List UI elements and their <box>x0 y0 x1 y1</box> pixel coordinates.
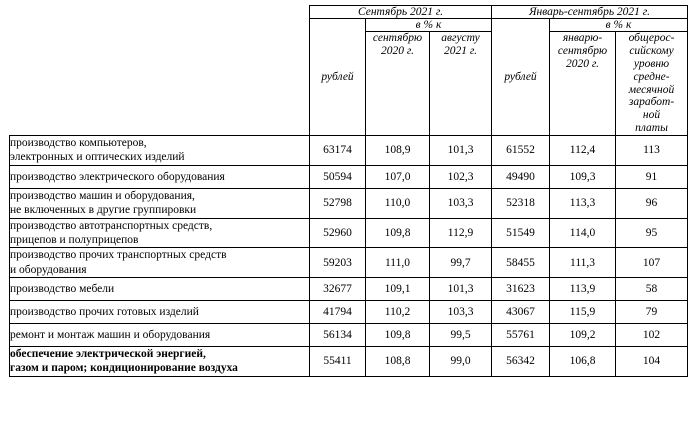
cell-rubles-september: 59203 <box>310 248 366 278</box>
cell-pct-to-national-average: 95 <box>616 218 688 248</box>
table-row <box>10 218 688 248</box>
cell-pct-to-september-2020: 109,8 <box>366 324 430 347</box>
cell-pct-to-september-2020: 111,0 <box>366 248 430 278</box>
row-label <box>10 136 310 166</box>
cell-rubles-jansep: 43067 <box>492 301 550 324</box>
row-label-line1: производство автотранспортных средств, <box>10 219 213 232</box>
cell-rubles-jansep: 61552 <box>492 136 550 166</box>
row-label-line1: производство мебели <box>10 282 115 295</box>
cell-pct-to-september-2020: 109,8 <box>366 218 430 248</box>
row-label-line1: ремонт и монтаж машин и оборудования <box>10 328 211 341</box>
cell-pct-to-august-2021: 103,3 <box>430 301 492 324</box>
row-label-line2: и оборудования <box>10 263 87 276</box>
cell-pct-to-september-2020: 107,0 <box>366 165 430 188</box>
cell-pct-to-august-2021: 101,3 <box>430 278 492 301</box>
header-col-to-august-2021-line2: 2021 г. <box>443 44 478 57</box>
cell-pct-to-jansep-2020: 109,2 <box>550 324 616 347</box>
header-col-to-jansep-2020-line1: январю- <box>562 32 603 44</box>
row-label-line1: производство электрического оборудования <box>10 170 225 183</box>
cell-pct-to-national-average: 58 <box>616 278 688 301</box>
cell-rubles-september: 32677 <box>310 278 366 301</box>
header-col-to-jansep-2020-line2: сентябрю <box>557 44 608 57</box>
cell-rubles-jansep: 56342 <box>492 347 550 377</box>
statistics-table <box>9 5 688 377</box>
cell-rubles-september: 50594 <box>310 165 366 188</box>
cell-rubles-jansep: 52318 <box>492 188 550 218</box>
cell-rubles-jansep: 31623 <box>492 278 550 301</box>
cell-pct-to-september-2020: 108,8 <box>366 347 430 377</box>
cell-rubles-september: 63174 <box>310 136 366 166</box>
header-group-jan-sep: Январь-сентябрь 2021 г. <box>492 6 688 19</box>
header-col-national-line5: месячной <box>628 83 675 96</box>
header-col-to-september-2020-line2: 2020 г. <box>380 44 415 57</box>
cell-pct-to-jansep-2020: 113,3 <box>550 188 616 218</box>
row-label <box>10 248 310 278</box>
cell-rubles-september: 55411 <box>310 347 366 377</box>
cell-rubles-september: 56134 <box>310 324 366 347</box>
cell-pct-to-jansep-2020: 114,0 <box>550 218 616 248</box>
row-label <box>10 324 310 347</box>
cell-rubles-september: 52960 <box>310 218 366 248</box>
cell-pct-to-national-average: 113 <box>616 136 688 166</box>
row-label <box>10 347 310 377</box>
header-col-to-jansep-2020 <box>550 32 616 136</box>
row-label-line2: электронных и оптических изделий <box>10 151 185 164</box>
header-rubles-jansep: рублей <box>492 19 550 136</box>
cell-pct-to-jansep-2020: 115,9 <box>550 301 616 324</box>
header-col-national-line7: ной <box>642 109 661 122</box>
cell-rubles-jansep: 49490 <box>492 165 550 188</box>
row-label-line1: обеспечение электрической энергией, <box>10 348 206 360</box>
row-label <box>10 165 310 188</box>
header-col-to-jansep-2020-line3: 2020 г. <box>565 57 600 70</box>
header-col-to-september-2020 <box>366 32 430 136</box>
table-body <box>10 136 688 377</box>
cell-pct-to-jansep-2020: 109,3 <box>550 165 616 188</box>
cell-pct-to-august-2021: 101,3 <box>430 136 492 166</box>
table-header <box>10 6 688 136</box>
row-label <box>10 278 310 301</box>
header-col-to-august-2021-line1: августу <box>441 32 480 44</box>
document-page <box>0 5 700 447</box>
table-row <box>10 136 688 166</box>
row-label-line2: не включенных в другие группировки <box>10 204 197 217</box>
header-percent-jansep: в % к <box>550 19 688 32</box>
header-col-national-line8: платы <box>635 122 668 135</box>
cell-pct-to-august-2021: 102,3 <box>430 165 492 188</box>
cell-pct-to-jansep-2020: 113,9 <box>550 278 616 301</box>
cell-rubles-september: 41794 <box>310 301 366 324</box>
header-rubles-september: рублей <box>310 19 366 136</box>
table-row <box>10 301 688 324</box>
row-label-line2: прицепов и полуприцепов <box>10 233 139 246</box>
row-label <box>10 188 310 218</box>
cell-pct-to-national-average: 91 <box>616 165 688 188</box>
cell-pct-to-national-average: 96 <box>616 188 688 218</box>
cell-pct-to-september-2020: 109,1 <box>366 278 430 301</box>
cell-pct-to-september-2020: 108,9 <box>366 136 430 166</box>
table-row <box>10 188 688 218</box>
row-label-line2: газом и паром; кондиционирование воздуха <box>10 362 238 375</box>
table-row <box>10 347 688 377</box>
row-label-line1: производство прочих готовых изделий <box>10 305 199 318</box>
row-label-line1: производство компьютеров, <box>10 137 147 149</box>
table-row <box>10 165 688 188</box>
header-percent-september: в % к <box>366 19 492 32</box>
cell-pct-to-august-2021: 99,5 <box>430 324 492 347</box>
cell-pct-to-september-2020: 110,0 <box>366 188 430 218</box>
row-label <box>10 218 310 248</box>
header-corner-blank <box>10 6 310 136</box>
row-label-line1: производство прочих транспортных средств <box>10 249 227 262</box>
header-col-national-line2: сийскому <box>629 44 674 57</box>
cell-pct-to-august-2021: 99,7 <box>430 248 492 278</box>
header-col-national-line4: средне- <box>633 70 670 83</box>
row-label <box>10 301 310 324</box>
header-col-national-line1: общерос- <box>628 32 675 44</box>
table-row <box>10 278 688 301</box>
header-col-to-august-2021 <box>430 32 492 136</box>
cell-pct-to-september-2020: 110,2 <box>366 301 430 324</box>
header-col-to-national-average-wage <box>616 32 688 136</box>
header-col-to-september-2020-line1: сентябрю <box>372 32 423 44</box>
cell-rubles-jansep: 51549 <box>492 218 550 248</box>
cell-pct-to-national-average: 79 <box>616 301 688 324</box>
table-row <box>10 324 688 347</box>
cell-rubles-jansep: 58455 <box>492 248 550 278</box>
row-label-line1: производство машин и оборудования, <box>10 189 195 202</box>
cell-pct-to-jansep-2020: 106,8 <box>550 347 616 377</box>
cell-pct-to-august-2021: 112,9 <box>430 218 492 248</box>
cell-pct-to-national-average: 104 <box>616 347 688 377</box>
cell-rubles-september: 52798 <box>310 188 366 218</box>
header-col-national-line6: заработ- <box>628 96 675 109</box>
cell-pct-to-jansep-2020: 112,4 <box>550 136 616 166</box>
header-row-groups <box>10 6 688 19</box>
cell-pct-to-national-average: 107 <box>616 248 688 278</box>
cell-pct-to-national-average: 102 <box>616 324 688 347</box>
header-col-national-line3: уровню <box>633 57 670 70</box>
cell-pct-to-august-2021: 99,0 <box>430 347 492 377</box>
header-group-september: Сентябрь 2021 г. <box>310 6 492 19</box>
cell-pct-to-jansep-2020: 111,3 <box>550 248 616 278</box>
cell-pct-to-august-2021: 103,3 <box>430 188 492 218</box>
table-row <box>10 248 688 278</box>
cell-rubles-jansep: 55761 <box>492 324 550 347</box>
